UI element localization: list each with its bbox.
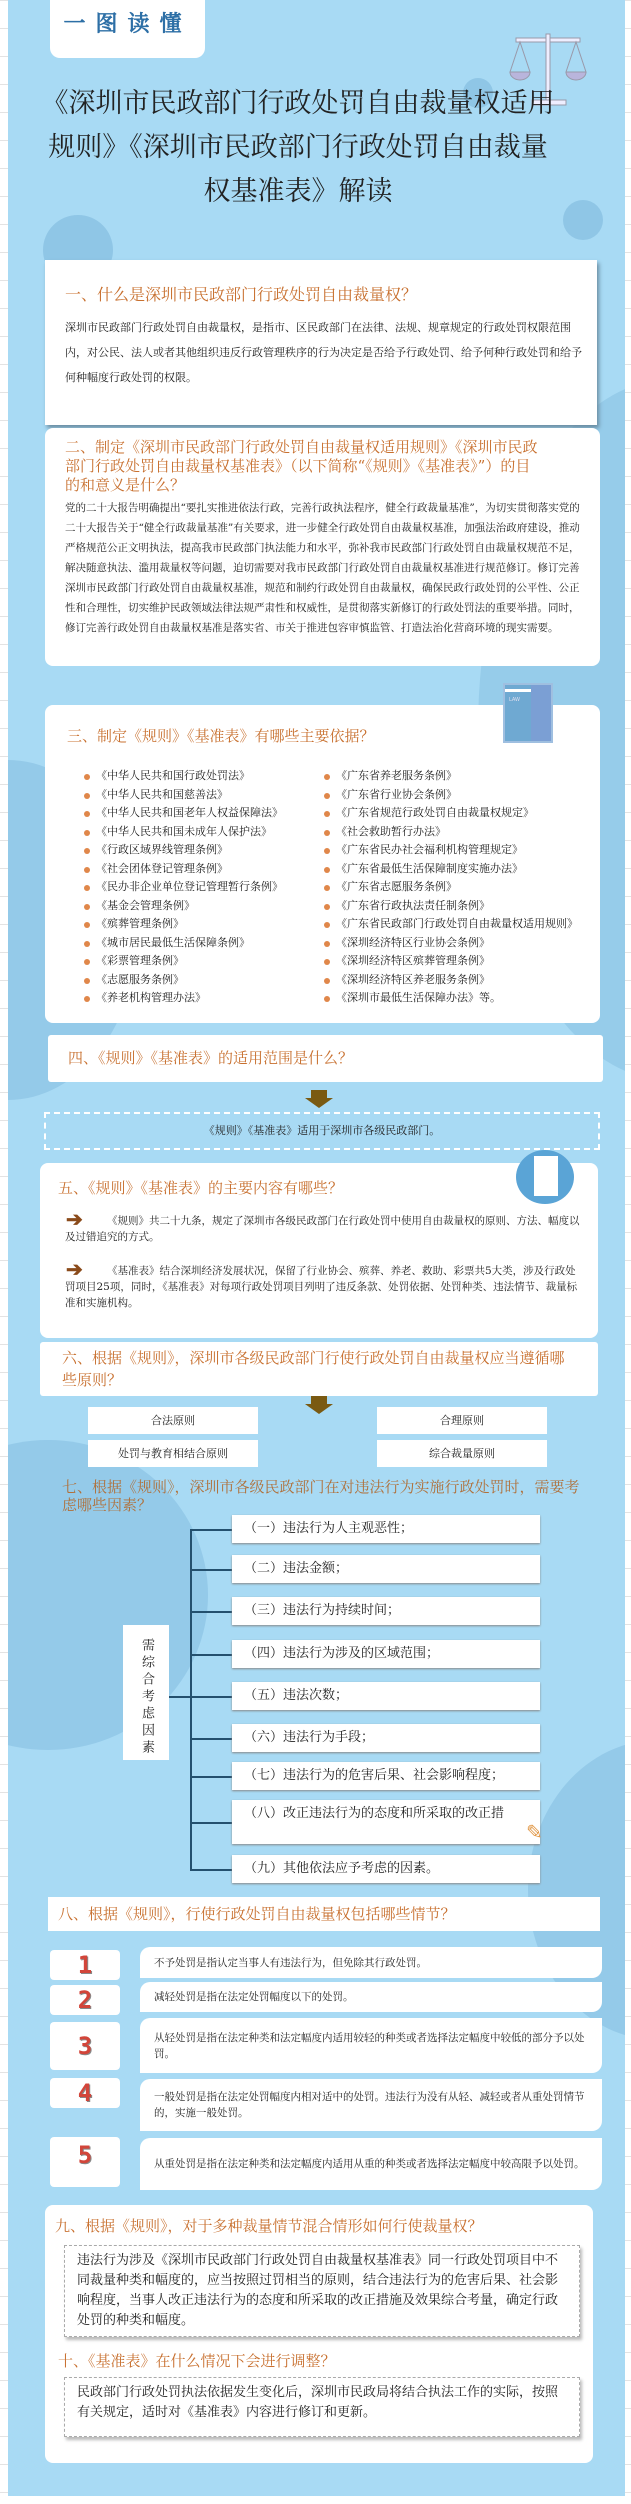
list-item: 《广东省行业协会条例》 [322,786,578,805]
arrow-right-icon: ➔ [66,1257,83,1281]
connector-line [191,1654,232,1656]
content-paragraph-1: 《规则》共二十九条，规定了深圳市各级民政部门在行政处罚中使用自由裁量权的原则、方法、幅度以及过错追究的方式。 [65,1215,580,1243]
list-item: 《广东省志愿服务条例》 [322,878,578,897]
factor-item: （三）违法行为持续时间； [232,1597,540,1625]
connector-line [191,1738,232,1740]
section-8-heading: 八、根据《规则》，行使行政处罚自由裁量权包括哪些情节？ [58,1905,456,1923]
page-title: 《深圳市民政部门行政处罚自由裁量权适用规则》《深圳市民政部门行政处罚自由裁量权基准表》解读 [41,88,555,207]
situation-text: 从轻处罚是指在法定种类和法定幅度内适用较轻的种类或者选择法定幅度中较低的部分予以处罚。 [140,2018,602,2073]
factors-center-label: 需综合考虑因素 [123,1625,169,1760]
list-item: 《民办非企业单位登记管理暂行条例》 [82,878,283,897]
section-2-heading: 二、制定《深圳市民政部门行政处罚自由裁量权适用规则》《深圳市民政部门行政处罚自由裁量权基准表》（以下简称“《规则》《基准表》”）的目的和意义是什么？ [65,438,538,494]
connector-line [191,1529,232,1531]
section-6-heading: 六、根据《规则》，深圳市各级民政部门行使行政处罚自由裁量权应当遵循哪些原则？ [62,1349,565,1389]
factor-item: （一）违法行为人主观恶性； [232,1515,540,1543]
factor-item: （六）违法行为手段； [232,1724,540,1752]
list-item: 《广东省民办社会福利机构管理规定》 [322,841,578,860]
connector-line [191,1776,232,1778]
connector-line [191,1822,232,1824]
list-item: 《城市居民最低生活保障条例》 [82,934,283,953]
section-3-card [45,705,600,1023]
decor-circle [563,200,603,240]
section-2-body: 党的二十大报告明确提出“要扎实推进依法行政，完善行政执法程序，健全行政裁量基准”，为切实贯彻落实党的二十大报告关于“健全行政裁量基准”有关要求，进一步健全行政处罚自由裁量权基准，加强法治政府建设，推动严格规范公正文明执法，提高我市民政部门执法能力和水平，弥补我市民政部门行政处罚自由裁量权规范不足，解决随意执法、滥用裁量权等问题，迫切需要对我市民政部门行政处罚自由裁量权基准进行规范修订。修订完善深圳市民政部门行政处罚自由裁量权基准，规范和制约行政处罚自由裁量权，确保民政行政处罚的公平性、公正性和合理性，切实维护民政领域法律法规严肃性和权威性，是贯彻落实新修订的行政处罚法的重要举措。同时，修订完善行政处罚自由裁量权基准是落实省、市关于推进包容审慎监管、打造法治化营商环境的现实需要。 [65,502,580,634]
list-item: 《基金会管理条例》 [82,897,283,916]
list-item: 《中华人民共和国行政处罚法》 [82,767,283,786]
arrow-right-icon: ➔ [66,1207,83,1231]
situation-text: 减轻处罚是指在法定处罚幅度以下的处罚。 [140,1982,602,2012]
section-1-heading: 一、什么是深圳市民政部门行政处罚自由裁量权？ [65,285,418,304]
connector-line [191,1611,232,1613]
situation-text: 不予处罚是指认定当事人有违法行为，但免除其行政处罚。 [140,1947,602,1978]
situation-number: 1 [50,1950,120,1980]
principle-box: 综合裁量原则 [377,1440,547,1467]
list-item: 《行政区域界线管理条例》 [82,841,283,860]
section-10-answer-box: 民政部门行政处罚执法依据发生变化后，深圳市民政局将结合执法工作的实际，按照有关规定，适时对《基准表》内容进行修订和更新。 [64,2377,580,2437]
arrow-down-icon [305,1098,333,1108]
arrow-down-icon [305,1404,333,1414]
section-4-card [48,1035,603,1082]
basis-list-right [322,767,578,1008]
situation-text: 从重处罚是指在法定种类和法定幅度内适用从重的种类或者选择法定幅度中较高限予以处罚。 [140,2138,602,2190]
section-2-card [45,428,600,666]
section-9-heading: 九、根据《规则》，对于多种裁量情节混合情形如何行使裁量权？ [55,2217,483,2235]
factor-item: （九）其他依法应予考虑的因素。 [232,1855,540,1883]
situation-number: 4 [50,2078,120,2108]
section-3-heading: 三、制定《规则》《基准表》有哪些主要依据？ [67,727,375,745]
principle-box: 合理原则 [377,1407,547,1434]
section-6-card [40,1342,598,1396]
pencil-notebook-icon: ✎ [526,1820,543,1844]
scope-answer-box: 《规则》《基准表》适用于深圳市各级民政部门。 [44,1112,600,1150]
list-item: 《中华人民共和国慈善法》 [82,786,283,805]
list-item: 《深圳经济特区殡葬管理条例》 [322,952,578,971]
list-item: 《中华人民共和国老年人权益保障法》 [82,804,283,823]
list-item: 《深圳经济特区行业协会条例》 [322,934,578,953]
list-item: 《养老机构管理办法》 [82,989,283,1008]
content-paragraph-2: 《基准表》结合深圳经济发展状况，保留了行业协会、殡葬、养老、救助、彩票共5大类，涉及行政处罚项目25项，同时，《基准表》对每项行政处罚项目列明了违反条款、处罚依据、处罚种类、违法情节、裁量标准和实施机构。 [65,1265,578,1309]
list-item: 《广东省最低生活保障制度实施办法》 [322,860,578,879]
list-item: 《广东省民政部门行政处罚自由裁量权适用规则》 [322,915,578,934]
section-1-body: 深圳市民政部门行政处罚自由裁量权，是指市、区民政部门在法律、法规、规章规定的行政处罚权限范围内，对公民、法人或者其他组织违反行政管理秩序的行为决定是否给予行政处罚、给予何种行政处罚和给予何种幅度行政处罚的权限。 [65,321,582,384]
list-item: 《社会团体登记管理条例》 [82,860,283,879]
header-badge: 一图读懂 [50,0,205,58]
connector-line [191,1569,232,1571]
list-item: 《殡葬管理条例》 [82,915,283,934]
list-item: 《深圳市最低生活保障办法》等。 [322,989,578,1008]
basis-list-left [82,767,283,1008]
section-8-card [48,1897,600,1931]
list-item: 《广东省行政执法责任制条例》 [322,897,578,916]
connector-line [169,1696,191,1698]
situation-number: 5 [50,2137,120,2187]
situation-text: 一般处罚是指在法定处罚幅度内相对适中的处罚。违法行为没有从轻、减轻或者从重处罚情节的，实施一般处罚。 [140,2079,602,2131]
section-5-heading: 五、《规则》《基准表》的主要内容有哪些？ [58,1179,344,1197]
list-item: 《社会救助暂行办法》 [322,823,578,842]
factor-item: （四）违法行为涉及的区域范围； [232,1640,540,1668]
situation-number: 2 [50,1985,120,2015]
connector-line [190,1529,192,1871]
connector-line [191,1696,232,1698]
section-5-card [40,1163,598,1338]
list-item: 《广东省规范行政处罚自由裁量权规定》 [322,804,578,823]
list-item: 《志愿服务条例》 [82,971,283,990]
section-4-heading: 四、《规则》《基准表》的适用范围是什么？ [68,1049,354,1067]
principle-box: 处罚与教育相结合原则 [88,1440,258,1467]
law-book-icon: LAW [503,683,553,743]
list-item: 《中华人民共和国未成年人保护法》 [82,823,283,842]
factor-item: （二）违法金额； [232,1555,540,1583]
list-item: 《广东省养老服务条例》 [322,767,578,786]
factor-item: （七）违法行为的危害后果、社会影响程度； [232,1762,540,1790]
section-1-card [45,260,597,425]
situation-number: 3 [50,2022,120,2070]
factor-item: （五）违法次数； [232,1682,540,1710]
document-link-icon [516,1150,574,1204]
list-item: 《彩票管理条例》 [82,952,283,971]
section-10-heading: 十、《基准表》在什么情况下会进行调整？ [58,2352,336,2370]
principle-box: 合法原则 [88,1407,258,1434]
section-9-answer-box: 违法行为涉及《深圳市民政部门行政处罚自由裁量权基准表》同一行政处罚项目中不同裁量种类和幅度的，应当按照过罚相当的原则，结合违法行为的危害后果、社会影响程度，当事人改正违法行为的态度和所采取的改正措施及效果综合考量，确定行政处罚的种类和幅度。 [64,2245,580,2337]
infographic-panel [8,0,625,2496]
section-7-heading: 七、根据《规则》，深圳市各级民政部门在对违法行为实施行政处罚时，需要考虑哪些因素？ [62,1478,580,1514]
factor-item: （八）改正违法行为的态度和所采取的改正措 [232,1800,540,1844]
list-item: 《深圳经济特区养老服务条例》 [322,971,578,990]
connector-line [191,1869,232,1871]
